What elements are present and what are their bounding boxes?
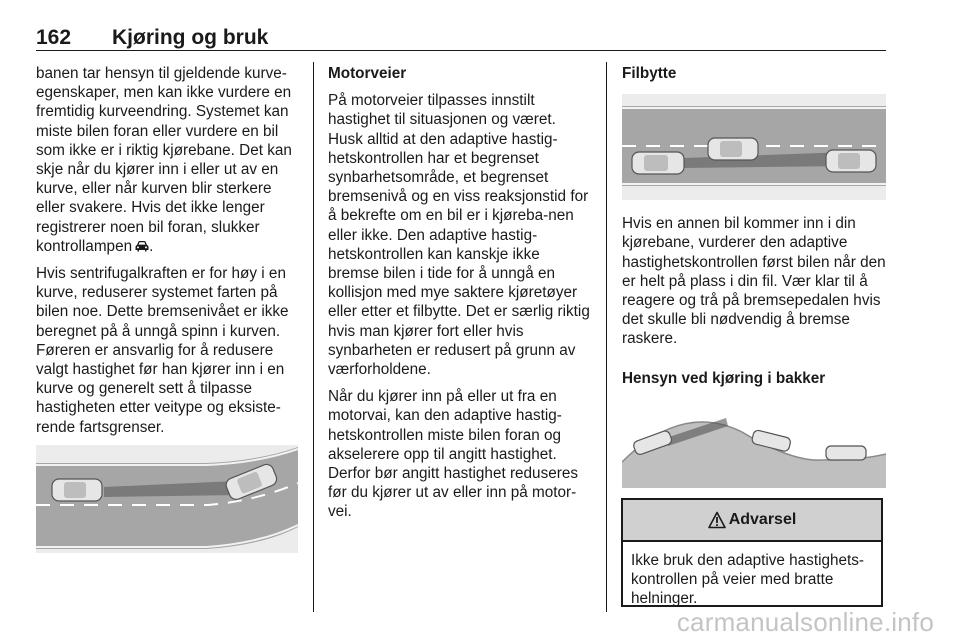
heading-lane-change: Filbytte: [622, 65, 677, 82]
watermark: carmanualsonline.info: [676, 607, 934, 637]
column-1: [36, 64, 298, 553]
hill-car-3: [826, 446, 866, 460]
warning-triangle-icon: [708, 511, 726, 529]
far-car: [826, 150, 876, 172]
paragraph-motorway-ramp: Når du kjører inn på eller ut fra en motorvai, kan den adaptive hastig-hetskontrollen miste bilen foran og akselerere opp til angitt hastighet. Derfor bør angitt hastighet reduseres før du kjører ut av eller inn på motor-vei.: [328, 388, 578, 521]
column-divider-2: [606, 62, 607, 612]
column-3: [622, 64, 886, 488]
page-number: 162: [36, 26, 72, 49]
own-car: [632, 152, 684, 174]
column-2: [328, 64, 590, 530]
lane-change-illustration: [622, 94, 886, 200]
warning-box: [621, 498, 883, 607]
paragraph-centrifugal: Hvis sentrifugalkraften er for høy i en kurve, reduserer systemet farten på bilen noe. Dette bremsenivået er ikke beregnet på å unngå spinn i kurven. Føreren er ansvarlig for å redusere valgt hastighet før han kjører inn i en kurve og generelt sett å tilpasse hastigheten etter veitype og eksiste-rende fartsgrenser.: [36, 265, 289, 436]
paragraph-curve: banen tar hensyn til gjeldende kurve-egenskaper, men kan ikke vurdere en fremtidig kurveendring. Systemet kan miste bilen foran eller vurdere en bil som ikke er i riktig kjørebane. Det kan skje når du kjører inn i eller ut av en kurve, eller når kurven blir sterkere eller svakere. Hvis det ikke lenger registrerer noen bil foran, slukker kontrollampen .: [36, 65, 292, 255]
paragraph-motorways: På motorveier tilpasses innstilt hastighet til situasjonen og været. Husk alltid at den adaptive hastig-hetskontrollen har et begrenset synbarhetsområde, et begrenset bremsenivå og en viss reaksjonstid for å bekrefte om en bil er i kjøreba-nen eller ikke. Den adaptive hastig-hetskontrollen kan kanskje ikke bremse bilen i tide for å unngå en kollisjon med mye saktere kjøretøyer eller etter et filbytte. Det er særlig riktig hvis man kjører fort eller hvis synbarheten er redusert på grunn av værforholdene.: [328, 92, 590, 379]
heading-motorways: Motorveier: [328, 65, 407, 82]
warning-header: [623, 500, 881, 542]
heading-hills: Hensyn ved kjøring i bakker: [622, 369, 826, 387]
chapter-title: Kjøring og bruk: [112, 26, 269, 49]
warning-title: Advarsel: [728, 511, 797, 528]
curve-road-cars-illustration: [36, 445, 298, 553]
warning-text: Ikke bruk den adaptive hastighets-kontrollen på veier med bratte helninger.: [631, 552, 864, 608]
car-front-icon: [135, 240, 149, 252]
own-car: [52, 479, 102, 501]
page-header: [36, 26, 886, 52]
column-divider-1: [313, 62, 314, 612]
header-rule: [36, 50, 886, 51]
hills-illustration: [622, 402, 886, 488]
merging-car: [708, 138, 758, 160]
paragraph-lane-change: Hvis en annen bil kommer inn i din kjørebane, vurderer den adaptive hastighetskontrollen først bilen når den er helt på plass i din fil. Vær klar til å reagere og trå på bremsepedalen hvis det skulle bli nødvendig å bremse raskere.: [622, 215, 886, 348]
